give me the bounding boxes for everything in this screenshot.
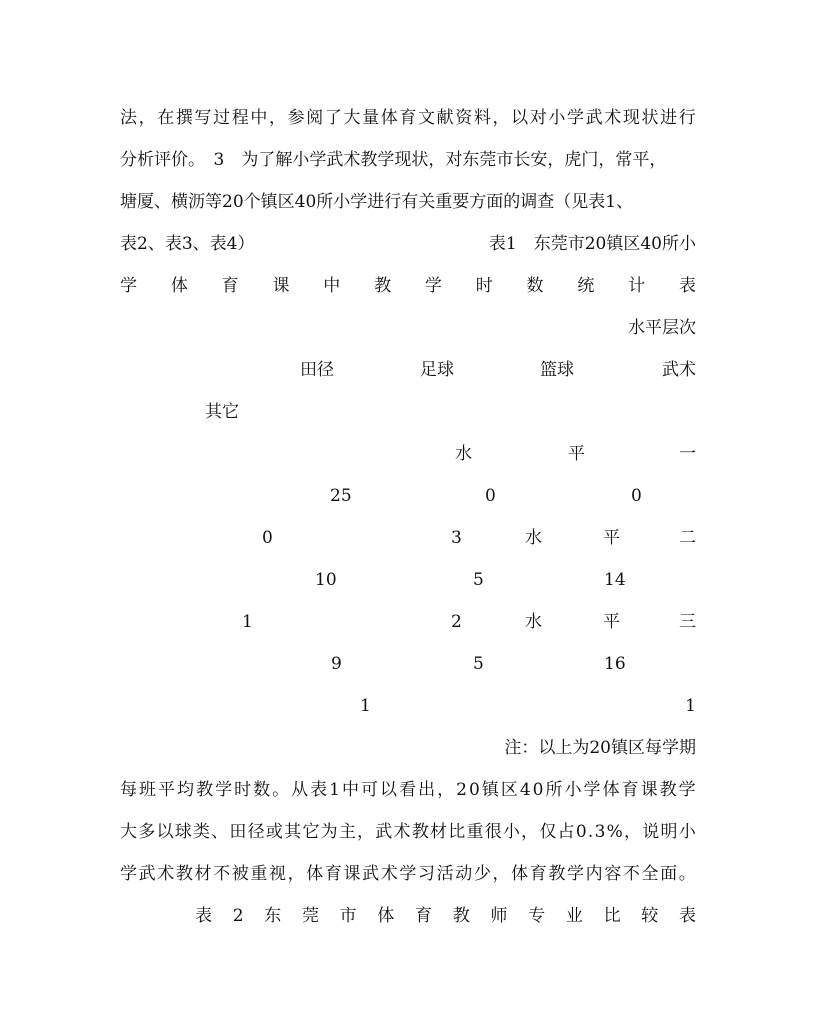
title-char: 教 <box>452 906 470 926</box>
table2-title <box>195 905 696 927</box>
paragraph-line: 每 班 平 均 教 学 时 数 。 从 表 1 中 可 以 看 出 ， 2 0 镇 区 4 0 所 小 学 体 育 课 教 学 <box>120 780 696 800</box>
table1-col-header: 足球 <box>420 360 454 380</box>
title-char: 表 <box>678 276 696 296</box>
paragraph-line-1: 法 ， 在 撰 写 过 程 中 ， 参 阅 了 大 量 体 育 文 献 资 料 ， 以 对 小 学 武 术 现 状 进 行 <box>120 108 696 128</box>
paragraph-line: 大 多 以 球 类 、 田 径 或 其 它 为 主 ， 武 术 教 材 比 重 很 小 ， 仅 占 0 . 3 % ， 说 明 小 <box>120 822 696 842</box>
table-cell: 5 <box>473 570 484 590</box>
row-label-char: 水 <box>455 444 472 464</box>
table-cell: 16 <box>604 654 626 674</box>
table-cell: 9 <box>331 654 342 674</box>
table-cell: 14 <box>604 570 626 590</box>
paragraph-line-3: 塘厦、横沥等20个镇区40所小学进行有关重要方面的调查（见表1、 <box>120 192 634 212</box>
table-cell: 3 <box>451 528 462 548</box>
table1-col-header: 田径 <box>300 360 334 380</box>
table-cell: 1 <box>685 696 696 716</box>
title-char: 时 <box>475 276 493 296</box>
title-char: 课 <box>272 276 290 296</box>
title-char: 学 <box>120 276 137 296</box>
title-char: 中 <box>323 276 341 296</box>
table1-title <box>120 275 696 297</box>
title-char: 表 <box>678 906 696 926</box>
row-label-char: 二 <box>679 528 696 548</box>
table-cell: 0 <box>485 486 496 506</box>
title-char: 育 <box>415 906 433 926</box>
title-char: 业 <box>565 906 583 926</box>
paragraph-line-4 <box>120 233 696 255</box>
title-char: 专 <box>528 906 546 926</box>
row-label-char: 平 <box>568 444 585 464</box>
title-char: 市 <box>339 906 357 926</box>
title-char: 育 <box>221 276 239 296</box>
table-references: 表2、表3、表4） <box>120 234 255 254</box>
table-cell: 1 <box>242 612 253 632</box>
title-char: 教 <box>374 276 392 296</box>
title-char: 体 <box>377 906 395 926</box>
row-label-char: 水 <box>525 612 542 632</box>
table1-note: 注：以上为20镇区每学期 <box>504 738 696 758</box>
table1-col-header: 武术 <box>662 360 696 380</box>
table-cell: 5 <box>473 654 484 674</box>
row-label-char: 水 <box>525 528 542 548</box>
title-char: 莞 <box>301 906 319 926</box>
table-cell: 1 <box>360 696 371 716</box>
title-char: 较 <box>641 906 659 926</box>
row-label-char: 平 <box>603 528 620 548</box>
row-label-char: 三 <box>679 612 696 632</box>
table1-col-header: 篮球 <box>540 360 574 380</box>
row-label-char: 一 <box>679 444 696 464</box>
title-char: 比 <box>603 906 621 926</box>
title-char: 师 <box>490 906 508 926</box>
title-char: 东 <box>264 906 282 926</box>
title-char: 体 <box>170 276 188 296</box>
table1-header-level: 水平层次 <box>628 318 696 338</box>
table-cell: 0 <box>631 486 642 506</box>
table1-title-start: 表1 东莞市20镇区40所小 <box>488 234 696 254</box>
paragraph-line: 学 武 术 教 材 不 被 重 视 ， 体 育 课 武 术 学 习 活 动 少 ， 体 育 教 学 内 容 不 全 面 。 <box>120 864 696 884</box>
title-char: 2 <box>232 906 244 926</box>
title-char: 计 <box>628 276 646 296</box>
table-cell: 0 <box>262 528 273 548</box>
title-char: 数 <box>526 276 544 296</box>
table-cell: 10 <box>315 570 337 590</box>
paragraph-line-2: 分析评价。 3 为了解小学武术教学现状，对东莞市长安，虎门，常平， <box>120 150 667 170</box>
table-cell: 2 <box>451 612 462 632</box>
table1-col-header: 其它 <box>205 402 239 422</box>
title-char: 学 <box>424 276 442 296</box>
title-char: 统 <box>577 276 595 296</box>
title-char: 表 <box>195 906 212 926</box>
row-label-char: 平 <box>603 612 620 632</box>
table-cell: 25 <box>330 486 352 506</box>
